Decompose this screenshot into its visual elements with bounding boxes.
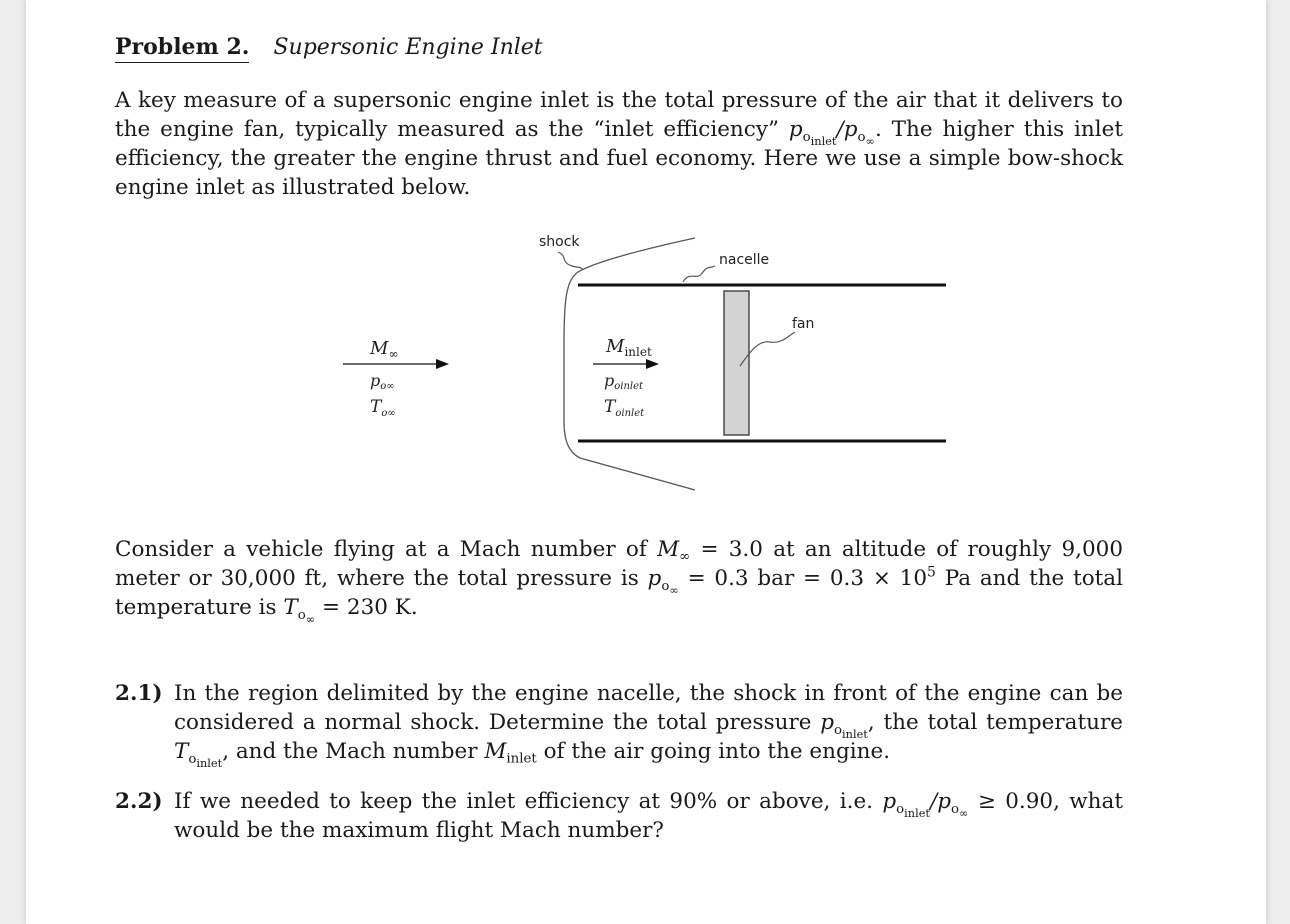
fan-label: fan	[792, 316, 815, 332]
inlet-mach-symbol: $M_{inlet}$	[484, 739, 537, 767]
freestream-mach-symbol: $M_\infty$	[657, 537, 691, 565]
freestream-pressure-label: po∞	[370, 371, 395, 392]
freestream-arrowhead	[436, 359, 449, 369]
freestream-temp-label: $T_{o\infty}$	[370, 397, 396, 419]
freestream-mach-label: $M_\infty$	[370, 338, 399, 361]
freestream-pressure-symbol: $p_{o_\infty}$	[647, 566, 679, 597]
question-2-2	[115, 787, 1123, 845]
inlet-temp-symbol: $T_{o_{inlet}}$	[174, 739, 223, 770]
inlet-arrowhead	[646, 359, 659, 369]
problem-number: Problem 2.	[115, 34, 249, 63]
question-2-1	[115, 679, 1123, 770]
inlet-pressure-label: poinlet	[604, 371, 644, 392]
question-label: 2.1)	[115, 681, 163, 706]
inlet-efficiency-formula: $p_{o_{inlet}}/p_{o_\infty}$	[788, 117, 875, 148]
question-label: 2.2)	[115, 789, 163, 814]
question-text: In the region delimited by the engine nacelle, the shock in front of the engine can be considered a normal shock. Determine the total pressure $p_{o_{inlet}}$, the total temperature $T_{o_{inlet}}$, and the Mach number $M_{inlet}$ of the air going into the engine.	[174, 681, 1123, 770]
intro-paragraph: A key measure of a supersonic engine inlet is the total pressure of the air that it delivers to the engine fan, typically measured as the “inlet efficiency” $p_{o_{inlet}}/p_{o_\infty}$. The higher this inlet efficiency, the greater the engine thrust and fuel economy. Here we use a simple bow-shock engine inlet as illustrated below.	[115, 88, 1123, 200]
nacelle-leader	[683, 266, 715, 282]
inlet-mach-label: $M_{inlet}$	[606, 336, 652, 359]
shock-label: shock	[539, 234, 580, 250]
conditions-paragraph: Consider a vehicle flying at a Mach number of $M_\infty = 3.0$ at an altitude of roughly 9,000 meter or 30,000 ft, where the total pressure is $p_{o_\infty} = 0.3$ bar = $0.3 \times 10^5$ Pa and the total temperature is $T_{o_\infty} = 230$ K.	[115, 537, 1123, 626]
freestream-temp-symbol: $T_{o_\infty}$	[283, 595, 316, 626]
problem-title: Supersonic Engine Inlet	[273, 35, 543, 60]
nacelle-label: nacelle	[719, 252, 770, 268]
question-text: If we needed to keep the inlet efficiency at 90% or above, i.e. $p_{o_{inlet}}/p_{o_\infty} \ge 0.90$, what would be the maximum flight Mach number?	[174, 789, 1123, 843]
shock-leader	[558, 252, 583, 270]
inlet-temp-label: $T_{oinlet}$	[604, 397, 645, 419]
inlet-efficiency-ratio: $p_{o_{inlet}}/p_{o_\infty}$	[882, 789, 969, 820]
fan-block	[724, 291, 749, 435]
inlet-pressure-symbol: $p_{o_{inlet}}$	[820, 710, 868, 741]
